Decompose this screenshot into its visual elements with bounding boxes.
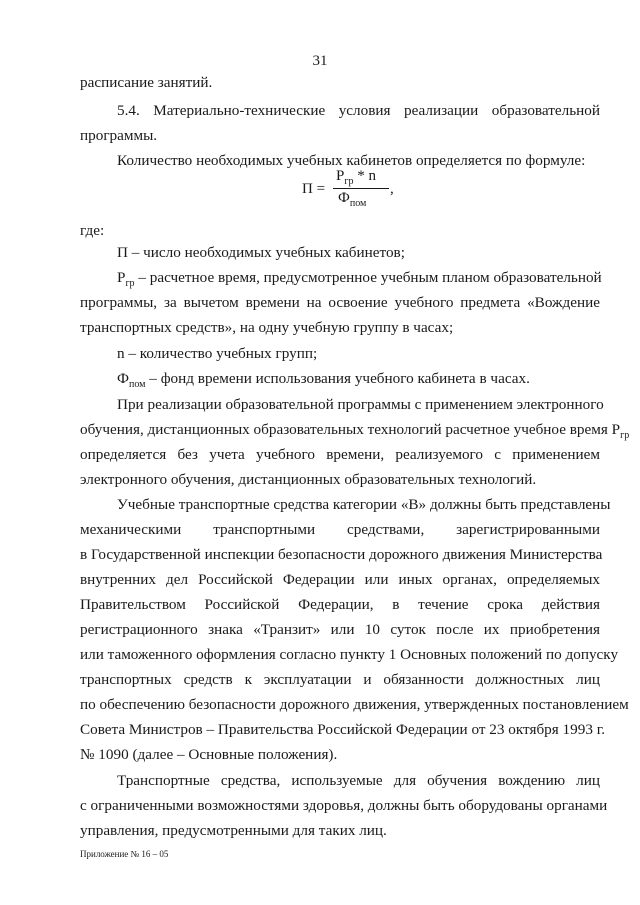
text-line: Количество необходимых учебных кабинетов определяется по формуле:	[117, 152, 586, 169]
text-line: электронного обучения, дистанционных образовательных технологий.	[80, 471, 537, 488]
text-line: программы, за вычетом времени на освоение учебного предмета «Вождение	[80, 294, 600, 311]
text-line: программы.	[80, 127, 158, 144]
text-line: Учебные транспортные средства категории «В» должны быть представлены	[117, 496, 611, 513]
text-line: механическими транспортными средствами, зарегистрированными	[80, 521, 600, 538]
fraction-bar	[333, 188, 389, 189]
text-line: где:	[80, 222, 105, 239]
text-line: При реализации образовательной программы с применением электронного	[117, 396, 604, 413]
text-line: по обеспечению безопасности дорожного движения, утвержденных постановлением	[80, 696, 629, 713]
text-line: № 1090 (далее – Основные положения).	[80, 746, 338, 763]
page-number: 31	[312, 53, 328, 69]
text-line: определяется без учета учебного времени, реализуемого с применением	[80, 446, 600, 463]
text-line: расписание занятий.	[80, 74, 213, 91]
section-heading: 5.4. Материально-технические условия реализации образовательной	[117, 102, 600, 119]
text-line: или таможенного оформления согласно пункту 1 Основных положений по допуску	[80, 646, 619, 663]
text-line: $Р_{гр}$ – расчетное время, предусмотренное учебным планом образовательной	[117, 269, 602, 290]
text-line: с ограниченными возможностями здоровья, должны быть оборудованы органами	[80, 797, 608, 814]
text-line: n – количество учебных групп;	[117, 345, 318, 362]
text-line: Транспортные средства, используемые для обучения вождению лиц	[117, 772, 600, 789]
formula	[302, 168, 412, 218]
formula-lhs: П =	[302, 181, 326, 197]
text-line: Правительством Российской Федерации, в течение срока действия	[80, 596, 600, 613]
text-line: управления, предусмотренными для таких лиц.	[80, 822, 387, 839]
formula-denominator: $Ф_{пом}$	[338, 190, 367, 209]
text-line: П – число необходимых учебных кабинетов;	[117, 244, 405, 261]
text-line: Совета Министров – Правительства Российской Федерации от 23 октября 1993 г.	[80, 721, 606, 738]
text-line: регистрационного знака «Транзит» или 10 суток после их приобретения	[80, 621, 600, 638]
text-line: обучения, дистанционных образовательных технологий расчетное учебное время $Р_{гр}$	[80, 421, 630, 442]
text-line: $Ф_{пом}$ – фонд времени использования учебного кабинета в часах.	[117, 370, 530, 391]
footer-note: Приложение № 16 – 05	[80, 849, 169, 859]
text-line: транспортных средств к эксплуатации и обязанности должностных лиц	[80, 671, 600, 688]
formula-numerator: $Р_{гр}$ * n	[336, 168, 376, 187]
text-line: транспортных средств», на одну учебную группу в часах;	[80, 319, 454, 336]
formula-comma: ,	[390, 181, 394, 197]
text-line: внутренних дел Российской Федерации или иных органах, определяемых	[80, 571, 600, 588]
text-line: в Государственной инспекции безопасности дорожного движения Министерства	[80, 546, 603, 563]
